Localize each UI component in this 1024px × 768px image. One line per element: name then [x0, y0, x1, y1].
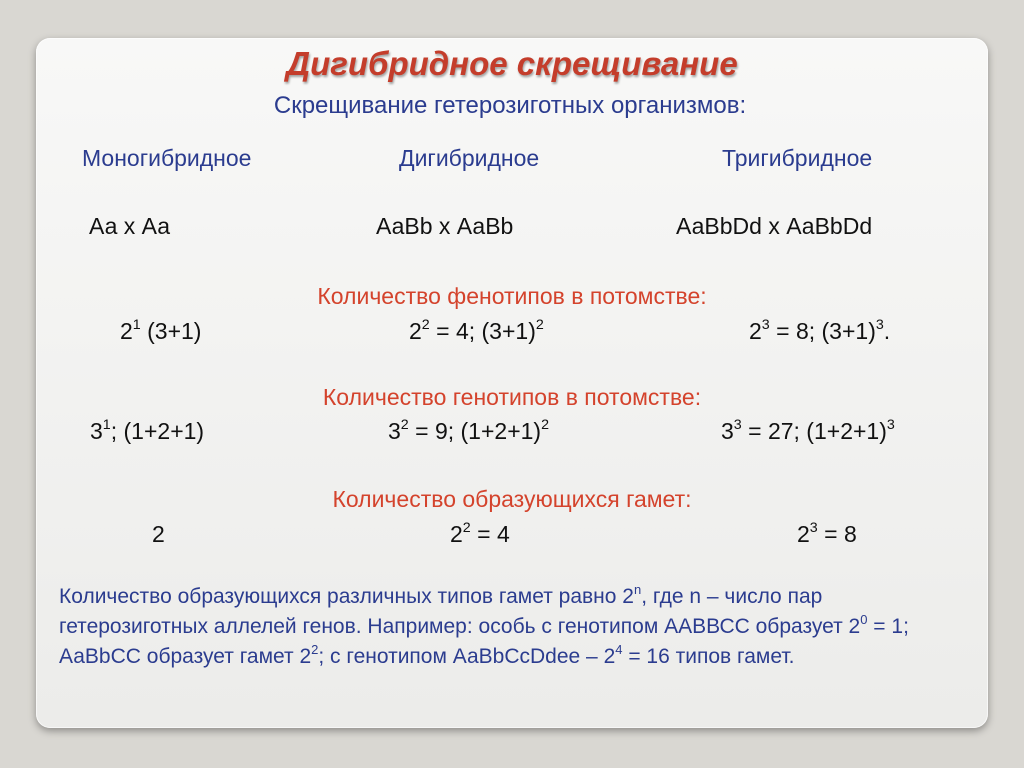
gametes-di: $2^2 = 4$ [450, 519, 510, 547]
genotypes-tri: $3^3 = 27$; $(1+2+1)^3$ [721, 416, 895, 444]
phenotypes-di: $2^2 = 4$; $(3+1)^2$ [409, 316, 544, 344]
genotypes-heading: Количество генотипов в потомстве: [322, 384, 702, 410]
slide-subtitle: Скрещивание гетерозиготных организмов: [273, 92, 747, 119]
cross-di: АаВb х АаВb [376, 213, 514, 239]
phenotypes-mono: $2^1$ (3+1) [120, 316, 202, 344]
cross-tri: АаВbDd х АаВbDd [676, 213, 873, 239]
phenotypes-tri: $2^3 = 8$; $(3+1)^3$. [749, 316, 891, 344]
genotypes-mono: $3^1$; (1+2+1) [90, 416, 205, 444]
genotypes-di: $3^2 = 9$; $(1+2+1)^2$ [388, 416, 550, 444]
header-tri: Тригибридное [722, 145, 873, 171]
header-mono: Моногибридное [82, 145, 252, 171]
cross-mono: Аа х Аа [89, 213, 171, 239]
gametes-heading: Количество образующихся гамет: [332, 486, 692, 512]
header-di: Дигибридное [399, 145, 540, 171]
slide-title: Дигибридное скрещивание [286, 45, 738, 82]
gametes-mono: 2 [152, 521, 165, 547]
phenotypes-heading: Количество фенотипов в потомстве: [317, 283, 707, 309]
gametes-tri: $2^3 = 8$ [797, 519, 857, 547]
summary-note: Количество образующихся различных типов гамет равно 2$^n$, где n – число пар гетерозиготных аллелей генов. Например: особь с генотипом ААВВСС образует $2^0 = 1$; АаВbСС образует гамет $2^2$; с генотипом АаВbСсDdee – $2^4 = 16$ типов гамет. [59, 581, 909, 668]
